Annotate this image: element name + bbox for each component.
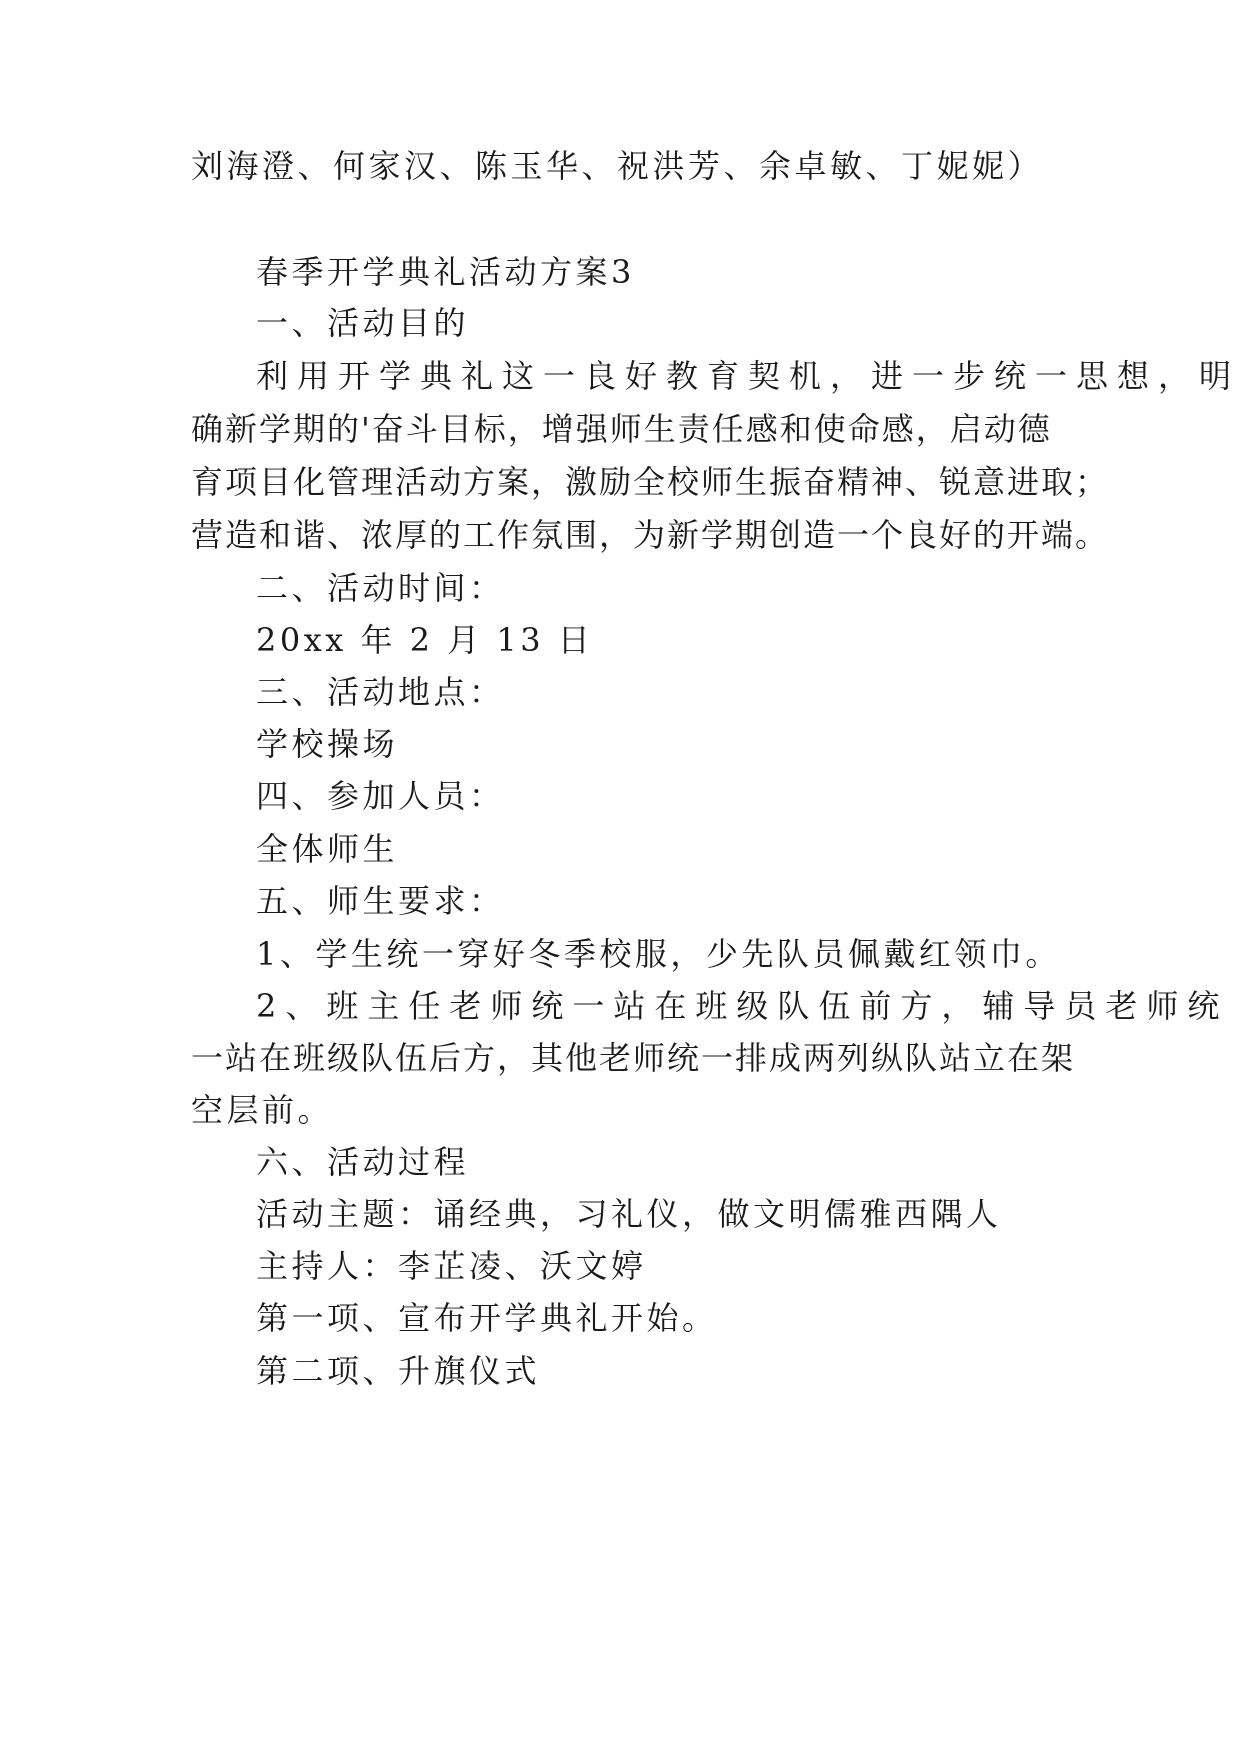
requirement-item-1: 1、学生统一穿好冬季校服，少先队员佩戴红领巾。 — [256, 935, 1061, 973]
requirements-heading: 五、师生要求： — [256, 882, 505, 920]
participants-heading: 四、参加人员： — [256, 777, 505, 815]
place-heading: 三、活动地点： — [256, 673, 505, 711]
time-value: 20xx 年 2 月 13 日 — [256, 621, 594, 659]
activity-hosts: 主持人：李芷凌、沃文婷 — [256, 1247, 647, 1285]
purpose-paragraph-line: 确新学期的'奋斗目标，增强师生责任感和使命感，启动德 — [191, 410, 1052, 448]
process-item-2: 第二项、升旗仪式 — [256, 1352, 541, 1390]
place-value: 学校操场 — [256, 725, 399, 763]
activity-theme: 活动主题：诵经典，习礼仪，做文明儒雅西隅人 — [256, 1195, 1002, 1233]
purpose-paragraph-line: 育项目化管理活动方案，激励全校师生振奋精神、锐意进取； — [191, 463, 1110, 501]
requirement-item-2-line: 2、班主任老师统一站在班级队伍前方，辅导员老师统 — [256, 987, 1229, 1025]
participants-value: 全体师生 — [256, 830, 399, 868]
process-heading: 六、活动过程 — [256, 1143, 470, 1181]
purpose-heading: 一、活动目的 — [256, 304, 470, 342]
time-heading: 二、活动时间： — [256, 569, 505, 607]
requirement-item-2-line: 空层前。 — [191, 1091, 334, 1129]
process-item-1: 第一项、宣布开学典礼开始。 — [256, 1299, 718, 1337]
section-title: 春季开学典礼活动方案3 — [256, 253, 635, 291]
continued-name-list: 刘海澄、何家汉、陈玉华、祝洪芳、余卓敏、丁妮妮） — [191, 147, 1044, 185]
purpose-paragraph-line: 营造和谐、浓厚的工作氛围，为新学期创造一个良好的开端。 — [191, 516, 1110, 554]
purpose-paragraph-line: 利用开学典礼这一良好教育契机，进一步统一思想，明 — [256, 357, 1241, 395]
requirement-item-2-line: 一站在班级队伍后方，其他老师统一排成两列纵队站立在架 — [191, 1039, 1076, 1077]
